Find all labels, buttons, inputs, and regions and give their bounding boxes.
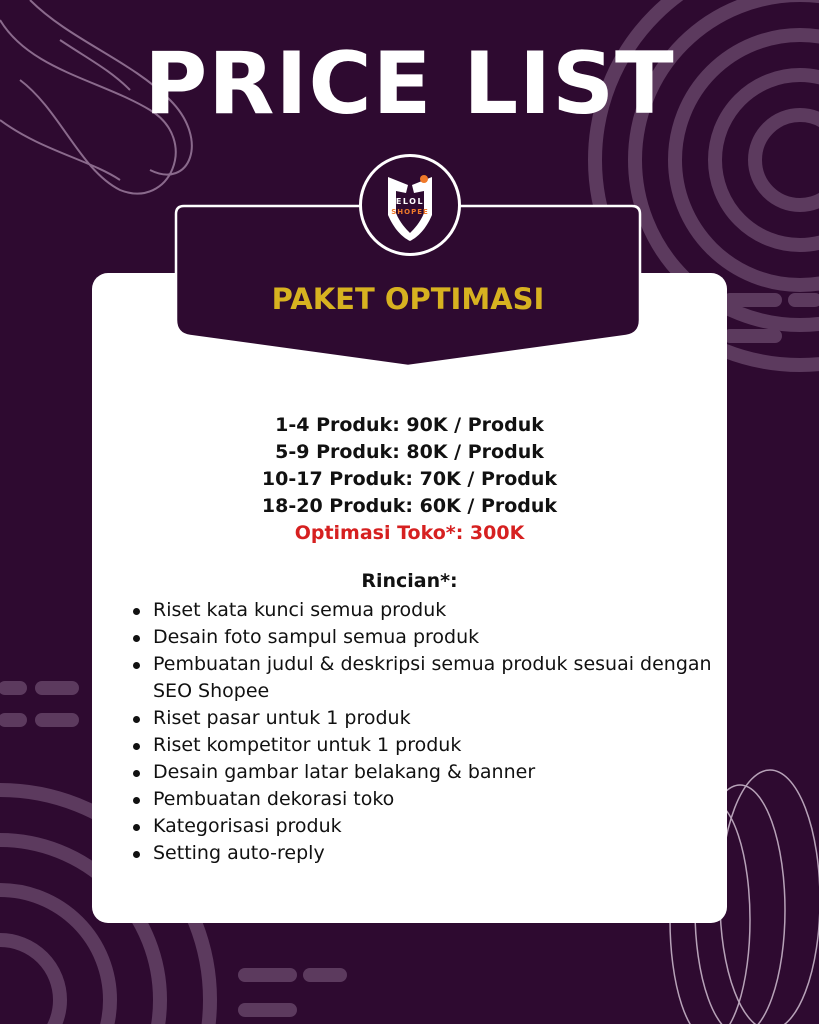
bullet-icon bbox=[133, 743, 140, 750]
package-title: PAKET OPTIMASI bbox=[271, 282, 545, 316]
bullet-icon bbox=[133, 797, 140, 804]
details-item bbox=[132, 651, 712, 705]
details-list bbox=[132, 597, 712, 867]
logo-text-line2: SHOPEE bbox=[391, 208, 429, 216]
bullet-icon bbox=[133, 851, 140, 858]
bullet-icon bbox=[133, 770, 140, 777]
details-item-text: Pembuatan dekorasi toko bbox=[153, 788, 395, 810]
bullet-icon bbox=[133, 824, 140, 831]
bullet-icon bbox=[133, 662, 140, 669]
details-item bbox=[132, 705, 712, 732]
bullet-icon bbox=[133, 635, 140, 642]
store-optimization-price: Optimasi Toko*: 300K bbox=[294, 522, 525, 544]
bullet-icon bbox=[133, 608, 140, 615]
details-item-text: Desain foto sampul semua produk bbox=[153, 626, 480, 648]
bullet-icon bbox=[133, 716, 140, 723]
details-item bbox=[132, 786, 712, 813]
details-item bbox=[132, 624, 712, 651]
page-title: PRICE LIST bbox=[144, 34, 675, 134]
price-item: 5-9 Produk: 80K / Produk bbox=[275, 441, 544, 463]
details-item bbox=[132, 840, 712, 867]
price-list bbox=[92, 412, 727, 547]
brand-logo bbox=[359, 154, 461, 256]
details-item-text: Kategorisasi produk bbox=[153, 815, 342, 837]
details-item-text: Setting auto-reply bbox=[153, 842, 325, 864]
details-item bbox=[132, 597, 712, 624]
details-item-text: Pembuatan judul & deskripsi semua produk sesuai dengan SEO Shopee bbox=[153, 653, 712, 702]
details-item-text: Desain gambar latar belakang & banner bbox=[153, 761, 536, 783]
details-title: Rincian*: bbox=[361, 570, 458, 592]
details-item-text: Riset pasar untuk 1 produk bbox=[153, 707, 411, 729]
details-item-text: Riset kompetitor untuk 1 produk bbox=[153, 734, 462, 756]
price-item: 1-4 Produk: 90K / Produk bbox=[275, 414, 544, 436]
price-item: 10-17 Produk: 70K / Produk bbox=[261, 468, 558, 490]
details-item bbox=[132, 732, 712, 759]
logo-text-line1: KELOLA bbox=[388, 197, 432, 206]
details-item bbox=[132, 813, 712, 840]
details-item-text: Riset kata kunci semua produk bbox=[153, 599, 447, 621]
price-item: 18-20 Produk: 60K / Produk bbox=[261, 495, 558, 517]
details-item bbox=[132, 759, 712, 786]
